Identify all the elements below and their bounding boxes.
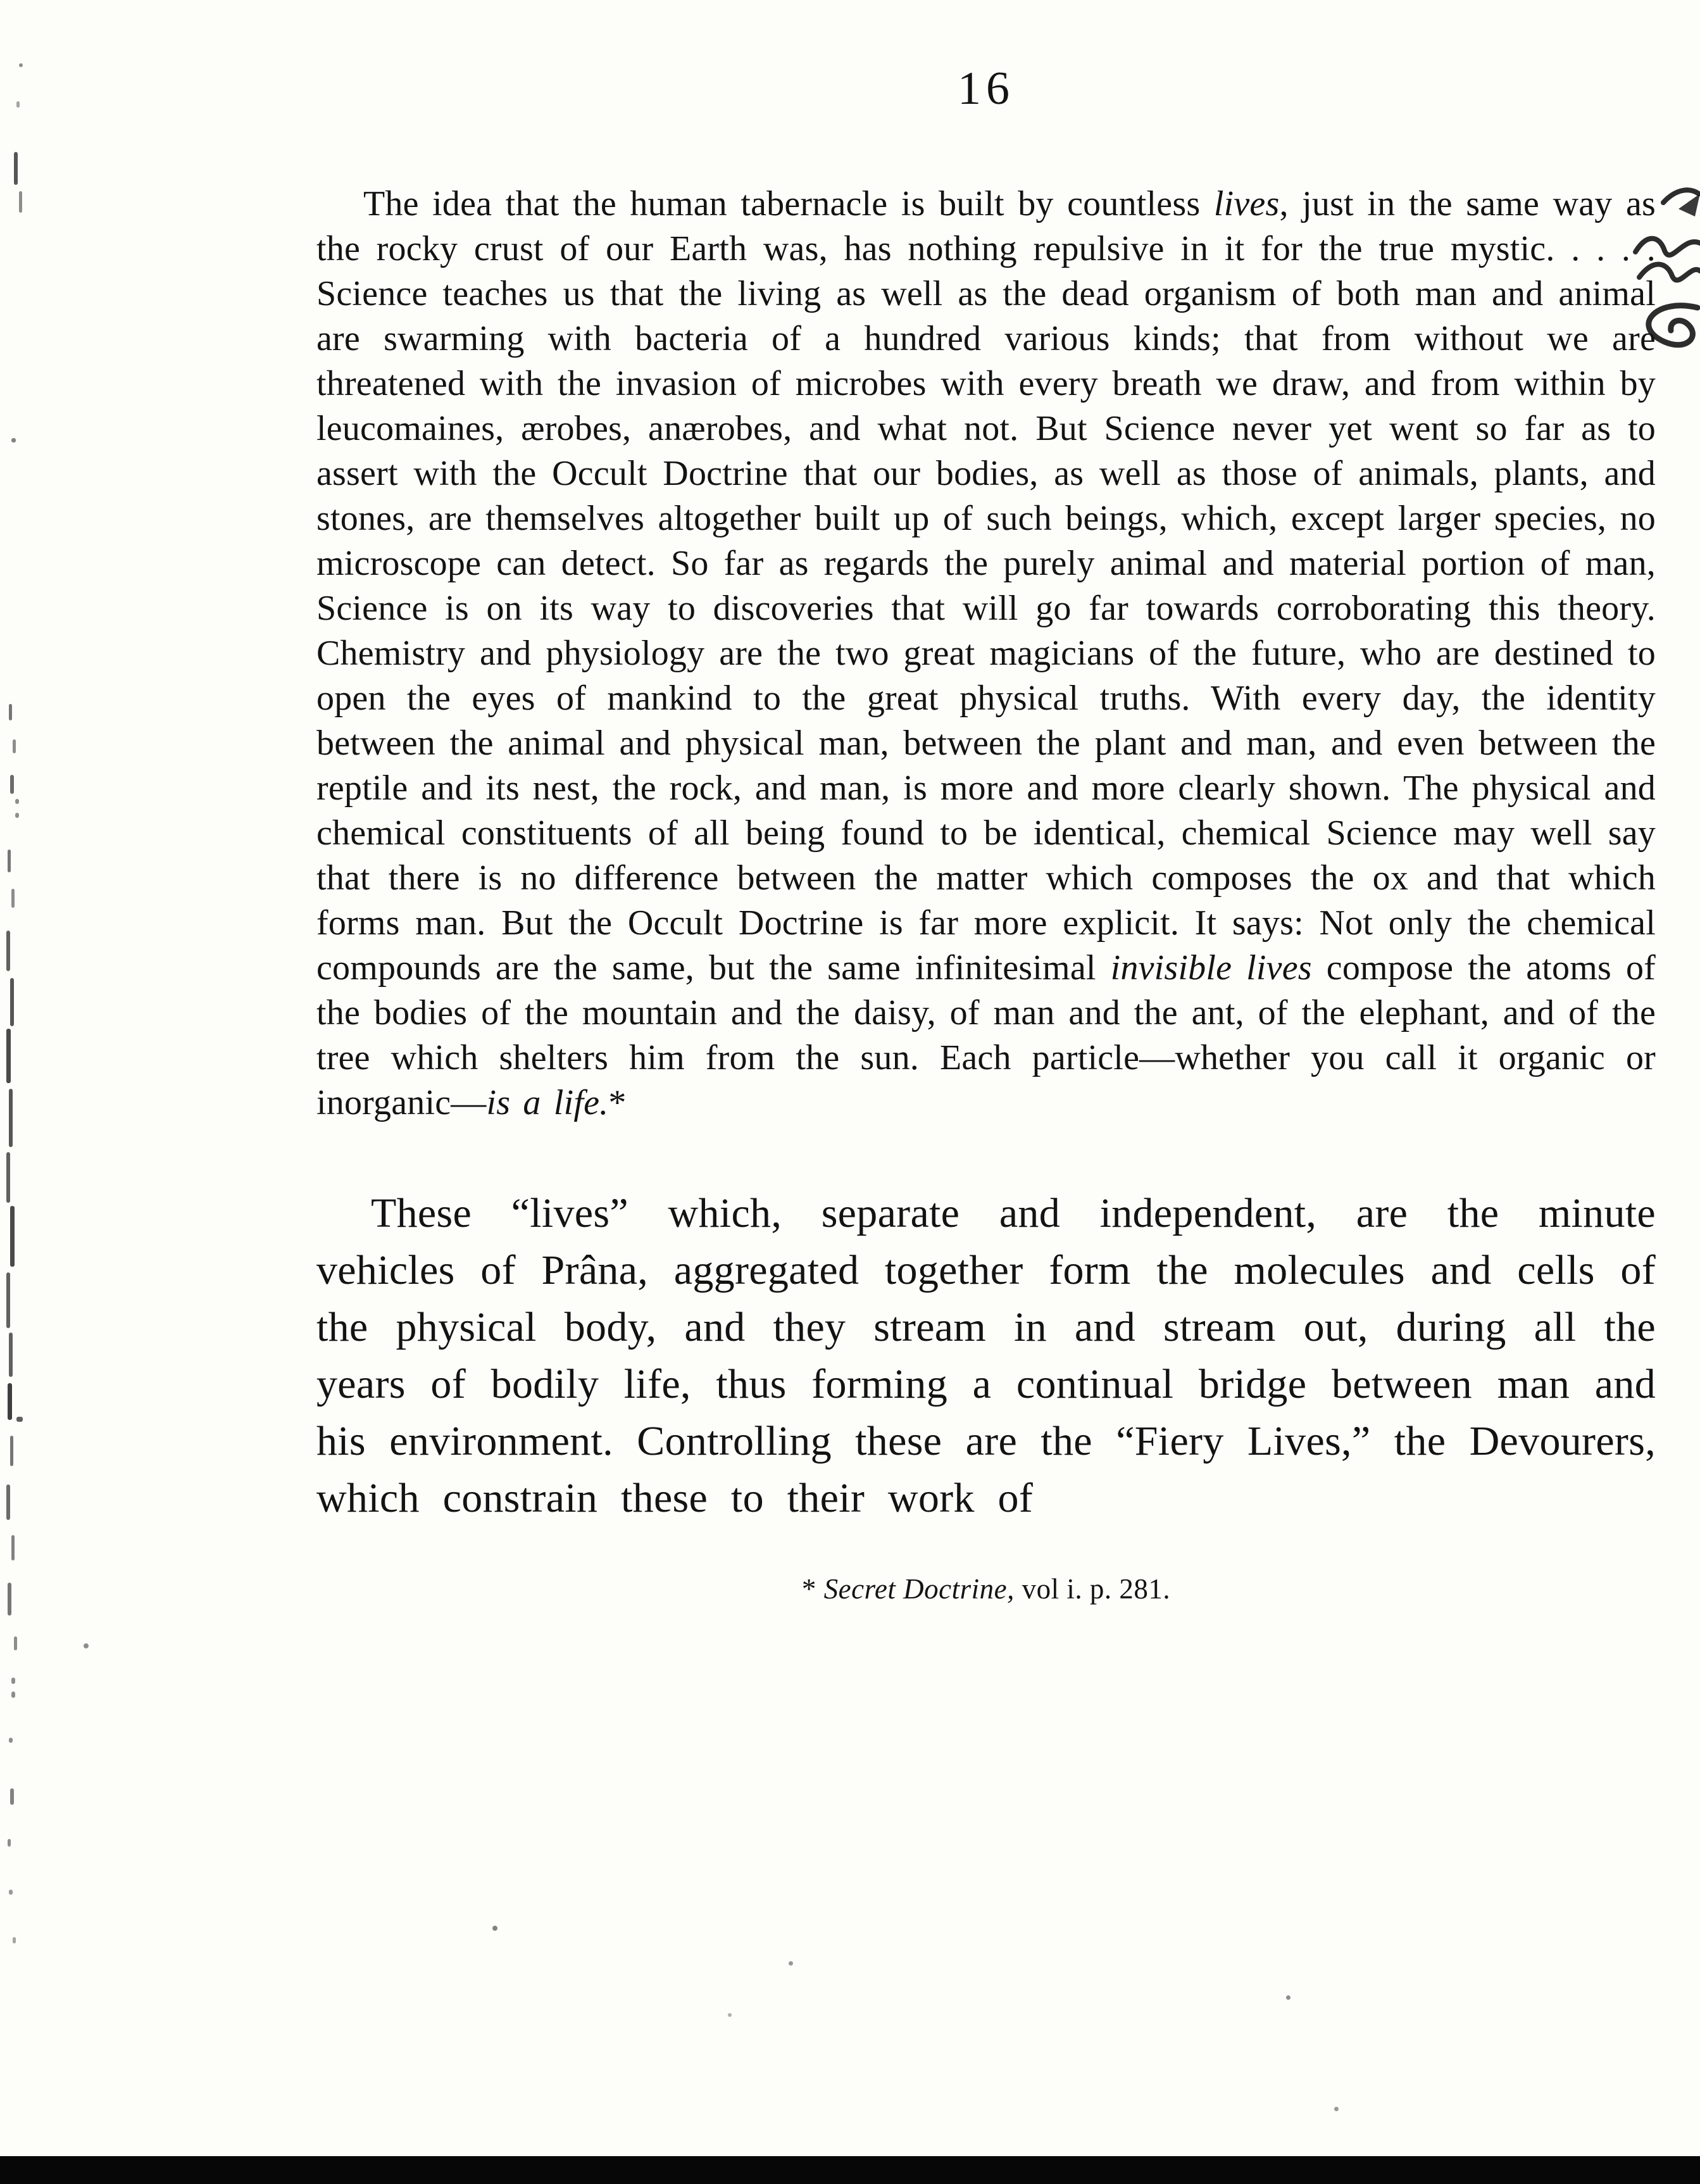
margin-mark (10, 775, 14, 794)
margin-mark (6, 1272, 10, 1328)
footnote-title: Secret Doctrine, (823, 1573, 1015, 1605)
quote-italic-invisible-lives: invisible lives (1110, 948, 1312, 988)
margin-mark (9, 1738, 13, 1743)
quoted-passage (316, 182, 1656, 1126)
margin-mark (9, 704, 12, 720)
speck (492, 1926, 497, 1931)
footnote-reference: vol i. p. 281. (1014, 1573, 1171, 1605)
text-block (316, 62, 1656, 1605)
footnote-marker: * (801, 1573, 824, 1605)
speck (1334, 2107, 1339, 2111)
margin-mark (16, 1417, 23, 1422)
footnote-marker: * (608, 1083, 627, 1122)
page-number: 16 (958, 63, 1015, 115)
margin-mark (10, 978, 14, 1026)
quote-text: , just in the same way as the rocky crust of our Earth was, has nothing repulsive in it for the true mystic. . . . . Science teaches us that the living as well as the dead organism of both man and animal are swarming with bacteria of a hundred various kinds; that from without we are threatened with the invasion of microbes with every breath we draw, and from within by leucomaines, ærobes, anærobes, and what not. But Science never yet went so far as to assert with the Occult Doctrine that our bodies, as well as those of animals, plants, and stones, are themselves altogether built up of such beings, which, except larger species, no microscope can detect. So far as regards the purely animal and material portion of man, Science is on its way to discoveries that will go far towards corroborating this theory. Chemistry and physiology are the two great magicians of the future, who are destined to open the eyes of mankind to the great physical truths. With every day, the identity between the animal and physical man, between the plant and man, and even between the reptile and its nest, the rock, and man, is more and more clearly shown. The physical and chemical constituents of all being found to be identical, chemical Science may well say that there is no difference between the matter which composes the ox and that which forms man. But the Occult Doctrine is far more explicit. It says: Not only the chemical compounds are the same, but the same infinitesimal (316, 184, 1656, 988)
margin-mark (15, 799, 19, 804)
margin-mark (11, 438, 16, 442)
margin-mark (6, 1152, 10, 1203)
body-paragraph: These “lives” which, separate and independent, are the minute vehicles of Prâna, aggregated together form the molecules and cells of the physical body, and they stream in and stream out, during all the years of bodily life, thus forming a continual bridge between man and his environment. Controlling these are the “Fiery Lives,” the Devourers, which constrain these to their work of (316, 1190, 1656, 1521)
margin-mark (11, 1678, 15, 1684)
margin-mark (6, 1484, 10, 1520)
margin-mark (13, 1937, 16, 1943)
speck (728, 2013, 732, 2017)
speck (789, 1961, 793, 1966)
margin-mark (11, 1691, 15, 1698)
margin-mark (8, 850, 11, 872)
margin-mark (14, 152, 18, 185)
scan-edge-bar (0, 2156, 1700, 2184)
margin-mark (9, 1333, 13, 1377)
quote-italic-is-a-life: is a life. (486, 1083, 609, 1122)
margin-mark (6, 931, 10, 971)
margin-mark (9, 1890, 13, 1895)
margin-mark (10, 1788, 14, 1805)
margin-mark (13, 739, 16, 753)
footnote (316, 1572, 1656, 1605)
margin-mark (14, 1636, 17, 1650)
margin-mark (8, 1583, 11, 1616)
margin-mark (11, 1535, 15, 1560)
speck (84, 1643, 89, 1648)
margin-mark (6, 1029, 11, 1083)
quote-text: compose the atoms of the bodies of the mountain and the daisy, of man and the ant, of the elephant, and of the tree which shelters him from the sun. Each particle—whether you call it organic or inorganic— (316, 948, 1656, 1122)
quote-text: The idea that the human tabernacle is built by countless (363, 184, 1214, 223)
quote-italic-lives: lives (1213, 184, 1280, 223)
margin-mark (8, 1383, 12, 1420)
margin-mark (9, 1089, 13, 1147)
margin-mark (19, 191, 22, 213)
margin-mark (10, 1206, 15, 1267)
margin-mark (16, 101, 20, 108)
margin-mark (19, 63, 23, 67)
margin-mark (15, 813, 19, 818)
margin-mark (8, 1839, 11, 1847)
speck (1286, 1995, 1291, 2000)
margin-mark (11, 889, 15, 908)
margin-mark (10, 1436, 13, 1466)
